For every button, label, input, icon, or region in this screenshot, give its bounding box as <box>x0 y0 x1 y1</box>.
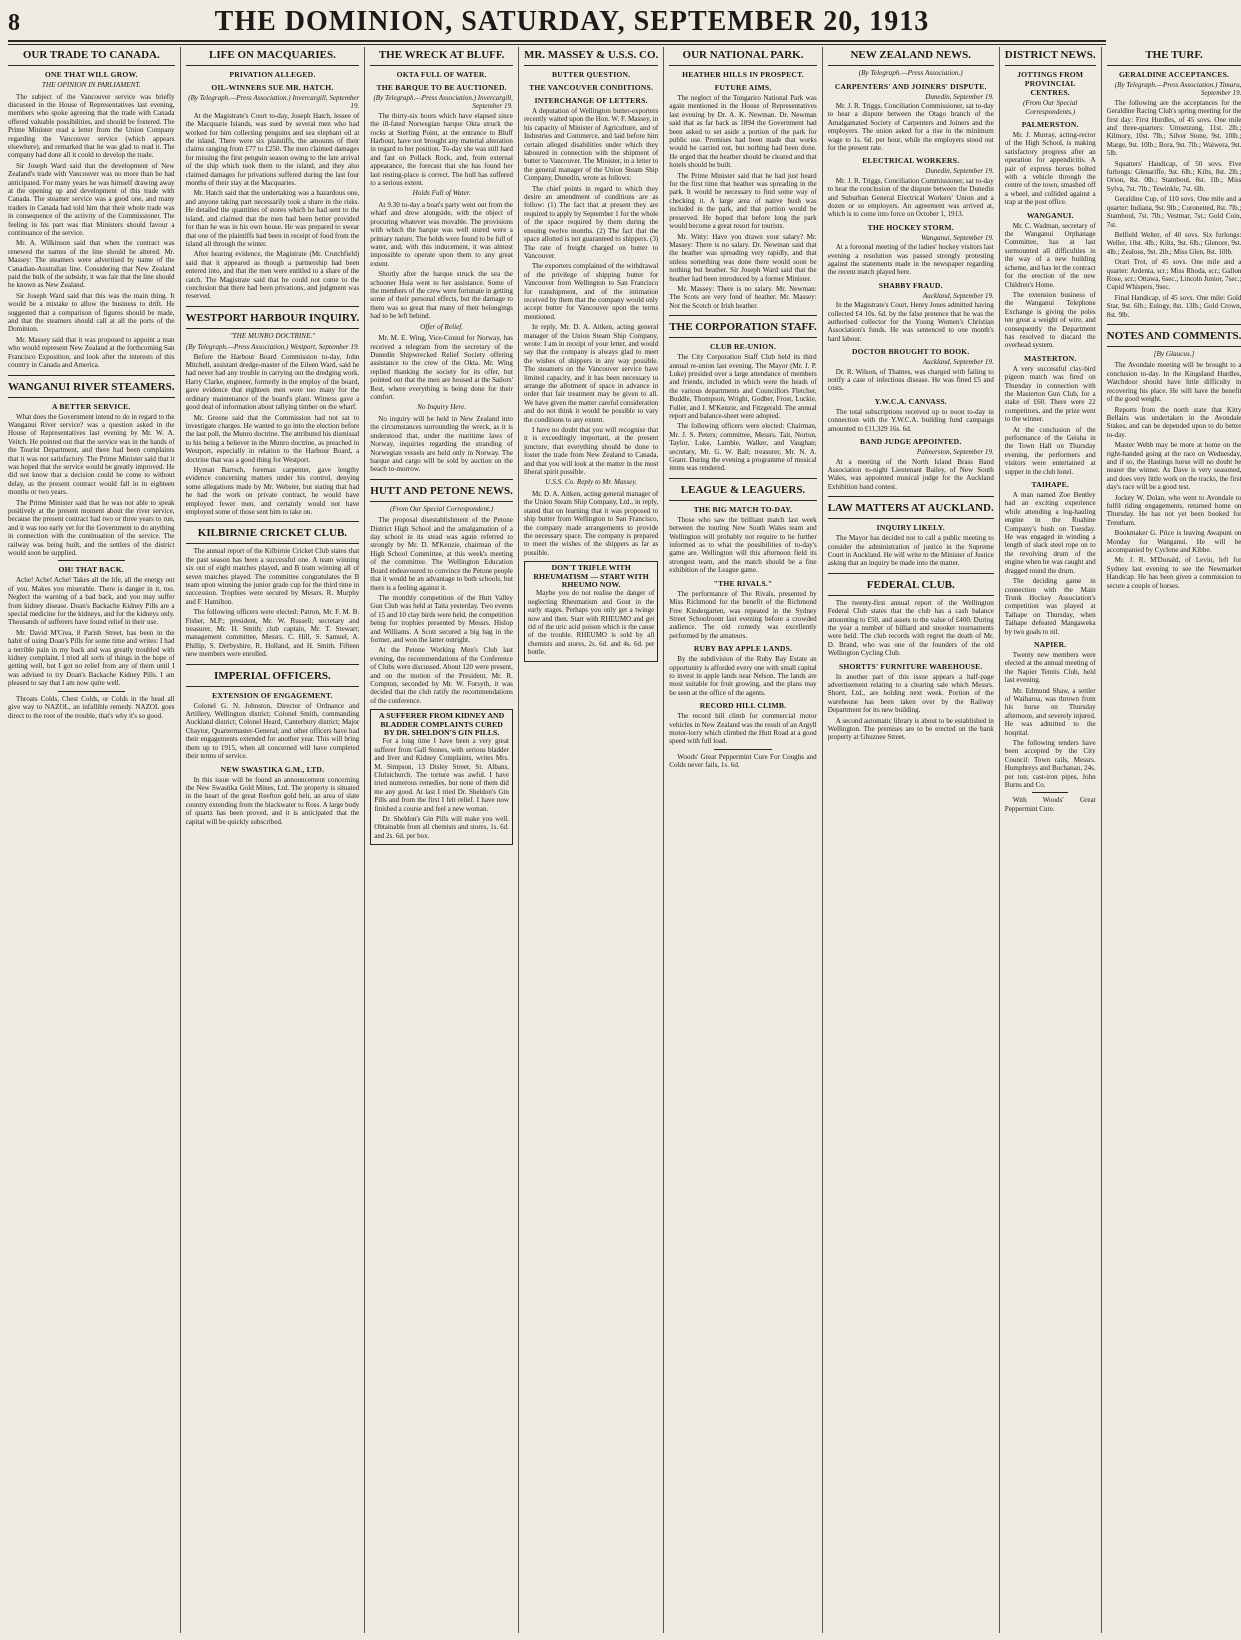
article-paragraph: Mr. D. A. Aitken, acting general manager of the Union Steam Ship Company, Ltd., in reply, stated that on learning that it was proposed to ship butter from Wellington to San Francisco, the company made arrangements to provide the necessary space. The company is prepared to meet the wishes of the shippers as far as possible. <box>523 489 659 557</box>
article-subheading: EXTENSION OF ENGAGEMENT. <box>212 690 333 700</box>
article-subheading: GERALDINE ACCEPTANCES. <box>1118 70 1230 79</box>
article-subheading: Holds Full of Water. <box>412 189 471 198</box>
masthead-rule <box>8 44 1106 45</box>
article-paragraph: The twenty-first annual report of the Wellington Federal Club states that the club has a cash balance amounting to £50, and assets to the value of £400. During the year a number of billiard and snooker tournaments were held. The club records with regret the death of Mr. D. Brand, who was one of the founders of the old Wellington Cycling Club. <box>827 598 994 658</box>
article-paragraph: At the Petone Working Men's Club last evening, the recommendations of the Conference of Clubs were discussed. About 120 were present, and on the motion of the President, Mr. R. Compton, seconded by Mr. W. Forsyth, it was decided that the club ratify the recommendations of the conference. <box>370 646 513 705</box>
article-paragraph: The following tenders have been accepted by the City Council: Town rails, Messrs. Humphreys and Buchanan, 24s. per ton; cast-iron pipes, John Burns and Co. <box>1004 739 1096 790</box>
article-paragraph: Mr. J. R. Triggs, Conciliation Commissioner, sat to-day to hear a dispute between the Otago branch of the Amalgamated Society of Carpenters and Joiners and the employers. The union asked for a rise in the minimum wage to 1s. 6d. per hour, while the employers stood out for the present rate. <box>827 101 994 152</box>
article-paragraph: At the Magistrate's Court to-day, Joseph Hatch, lessee of the Macquarie Islands, was sued by several men who had worked for him collecting penguins and sea elephant oil at the island. There were six plaintiffs, the amounts of their claims ranging from £77 to £250. The men claimed damages for missing the first penguin season owing to the late arrival of the ship which took them to the island, and they also claimed damages for privations suffered during the last four months of their stay at the Macquaries. <box>185 111 360 188</box>
article-subheading: CLUB RE-UNION. <box>709 342 777 352</box>
article-paragraph: At a foreonal meeting of the ladies' hockey visitors last evening a resolution was passed strongly protesting against the statements made in the newspaper regarding the recent match played here. <box>827 243 994 277</box>
dateline: Palmerston, September 19. <box>916 448 994 457</box>
article-subheading: THE BARQUE TO BE AUCTIONED. <box>376 83 507 92</box>
article-paragraph: The extension business of the Wanganui Telephone Exchange is giving the poles ten great a weight of wire, and consequently the Department has resolved to discard the overhead system. <box>1004 290 1096 350</box>
dateline: (By Telegraph.—Press Association.) Invercargill, September 19. <box>373 94 513 111</box>
article-paragraph: Mr. C. Wadman, secretary of the Wanganui Orphanage Committee, has at last surmounted all difficulties in the way of a new building scheme, and has let the contract for the erection of the new Children's Home. <box>1004 221 1096 289</box>
advert-heading: OH! THAT BACK. <box>58 565 125 575</box>
article-paragraph: After hearing evidence, the Magistrate (Mr. Crutchfield) said that it appeared as though a partnership had been entered into, and that the men were entitled to a share of the catch. The Magistrate said that he could not come to the conclusion that there had been privations, and judgment was reserved. <box>185 250 360 301</box>
article-divider <box>1032 792 1068 793</box>
article-paragraph: Mr. Greene said that the Commission had not sat to investigate charges. He wanted to go into the election before the last poll, the Munro doctrine. The attributed his dismissal to his being a believer in the Munro doctrine, as preached in Westport, especially in relation to the Harbour Board, a doctrine that was a good thing for Westport. <box>185 413 360 464</box>
article-paragraph: At 9.30 to-day a boat's party went out from the wharf and drew alongside, with the object of procuring whatever was movable. The provisions with which the barque was well stored were a primary nature. The holds were found to be full of water, and, with this inducement, it was almost impossible to operate upon them to any great extent. <box>370 200 513 268</box>
page-number: 8 <box>8 10 20 36</box>
article-headline: THE TURF. <box>1107 47 1241 66</box>
article-divider <box>669 478 816 479</box>
column-4 <box>518 47 663 1633</box>
article-paragraph: Squatters' Handicap, of 50 sovs. Five furlongs: Glenariffe, 9st. 6lb.; Kilts, 8st. 2lb.; Orion, 8st. 0lb.; Stamboul, 8st. 1lb.; Miss Sylva, 7st. 7lb.; Tewinkle, 7st. 6lb. <box>1106 159 1241 193</box>
article-paragraph: The Prime Minister said that he was not able to speak positively at the present moment about the river service, because the present contract had two or three years to run, and it was too early yet for the Government to do anything in connection with the continuation of the service. The railway was being built, and the settlers of the district would soon be supplied. <box>8 498 175 557</box>
article-paragraph: Hyman Barrsch, foreman carpenter, gave lengthy evidence concerning matters under his control, denying some allegations made by Mr. Webster, but stating that had he had the work on private contract, he would have employed fewer men, and certainly would not have employed some of those sent him to take on. <box>185 465 360 516</box>
column-8 <box>1101 47 1241 1633</box>
columns <box>8 47 1241 1633</box>
article-subheading: JOTTINGS FROM PROVINCIAL CENTRES. <box>1017 70 1084 97</box>
article-headline: NOTES AND COMMENTS. <box>1107 328 1241 347</box>
article-paragraph: In reply, Mr. D. A. Aitken, acting general manager of the Union Steam Ship Company, wrote: I am in receipt of your letter, and would say that the company is always glad to meet the wishes of shippers in any way possible. The steamers on the Vancouver service have limited capacity, and it has been necessary to arrange the allotment of space in advance in order that fair treatment may be given to all. We have given the matter careful consideration and do not think it would be possible to vary the conditions to any extent. <box>523 323 659 424</box>
advert-heading: A SUFFERER FROM KIDNEY AND BLADDER COMPLAINTS CURED BY DR. SHELDON'S GIN PILLS. <box>378 711 505 737</box>
dateline: Auckland, September 19. <box>922 358 994 367</box>
article-paragraph: Those who saw the brilliant match last week between the touring New South Wales team and Wellington will probably not require to be further informed as to what the possibilities of to-day's game are. Wellington will this afternoon field its strongest team, and the match should be a fine exhibition of the League game. <box>669 515 817 575</box>
article-divider <box>714 749 773 750</box>
article-subheading: PALMERSTON. <box>1021 120 1079 129</box>
column-7 <box>999 47 1101 1633</box>
article-headline: THE CORPORATION STAFF. <box>669 319 816 338</box>
article-subheading: NAPIER. <box>1034 639 1067 649</box>
article-paragraph: Mr. A. Wilkinson said that when the contract was renewed the names of the line should be altered. Mr. Massey: The steamers were advertised by name of the Canadian-Australian line. Considering that New Zealand paid the bulk of the subsidy, it was fair that the line should be known as New Zealand. <box>8 239 175 290</box>
article-paragraph: Before the Harbour Board Commission to-day, John Mitchell, assistant dredge-master of the Eileen Ward, said he had never had any trouble in carrying out the dredging work. Harry Clarke, engineer, formerly in the employ of the board, gave evidence that eighteen men were too many for the ordinary maintenance of the board's plant. Witness gave a good deal of information about tallying timber on the wharf. <box>185 352 360 412</box>
article-paragraph: The record hill climb for commercial motor vehicles in New Zealand was the result of an Argyll motor-lorry which climbed the Hutt Road at a good speed with full load. <box>669 712 817 746</box>
article-paragraph: Mr. M. E. Wing, Vice-Consul for Norway, has received a telegram from the secretary of the Dunedin Shipwrecked Relief Society offering assistance to the crew of the Okta. Mr. Wing replied thanking the society for its offer, but pointed out that the men are housed at the Sailors' Rest, where everything is being done for their comfort. <box>370 334 513 401</box>
article-headline: FEDERAL CLUB. <box>828 577 994 596</box>
article-divider <box>186 664 360 665</box>
article-subheading: FUTURE AIMS. <box>714 83 772 92</box>
article-subheading: NEW SWASTIKA G.M., LTD. <box>220 764 325 774</box>
article-paragraph: In this issue will be found an announcement concerning the New Swastika Gold Mines, Ltd. The property is situated in the heart of the great Reefton gold belt, an area of slate country extending from the blackwater to Ross. A large body of quartz has been proved, and it is anticipated that the capital will be quickly subscribed. <box>185 775 360 826</box>
article-subheading: THE HOCKEY STORM. <box>867 222 954 232</box>
article-paragraph: The thirty-six hours which have elapsed since the ill-fated Norwegian barque Okta struck the rocks at Sterling Point, at the entrance to Bluff Harbour, have not brought any material alteration in regard to her position. To-day she was still hard and fast on Pollack Rock, and, from external appearance, the forecast that she has found her last resting-place is correct. The hull has suffered to a serious extent. <box>370 111 513 188</box>
article-paragraph: At the conclusion of the performance of the Geisha in the Town Hall on Thursday evening, the performers and visitors were entertained at supper in the club hotel. <box>1004 425 1096 476</box>
article-divider <box>186 306 360 307</box>
article-paragraph: At a meeting of the North Island Brass Band Association to-night Lieutenant Bailey, of New South Wales, was appointed musical judge for the Auckland Exhibition band contest. <box>827 457 994 491</box>
article-headline: HUTT AND PETONE NEWS. <box>370 483 513 502</box>
article-subheading: THE VANCOUVER CONDITIONS. <box>529 83 654 92</box>
advertisement <box>524 561 658 661</box>
article-subheading: BUTTER QUESTION. <box>551 70 631 79</box>
article-paragraph: Belfield Welter, of 40 sovs. Six furlongs: Weller, 10st. 4lb.; Kilts, 9st. 6lb.; Glenore, 9st. 4lb.; Zealous, 9st. 2lb.; Miss Glen, 8st. 10lb. <box>1106 230 1241 256</box>
article-paragraph: The neglect of the Tongariro National Park was again mentioned in the House of Representatives last evening by Dr. A. K. Newman. Dr. Newman said that as far back as 1894 the Government had been asked to set aside a portion of the park for public use. Promises had been made that works would be carried out, but nothing had been done. He urged that the heather should be cleared and that hotels should be built. <box>669 94 817 170</box>
article-paragraph: A man named Zoe Bentley had an exciting experience while attending a log-hauling engine in the Ruahine Company's bush on Tuesday. He was engaged in winding a length of slack steel rope on to the revolving drum of the engine when he was caught and dragged round the drum. <box>1004 491 1096 575</box>
article-subheading: ELECTRICAL WORKERS. <box>862 156 960 166</box>
article-paragraph: The exporters complained of the withdrawal of the privilege of shipping butter for Vancouver from Wellington to San Francisco for transhipment, and of the intimation received by them that the company would only accept butter for Vancouver upon the terms mentioned. <box>523 262 659 321</box>
article-paragraph: Mr. Massey: There is no salary. Mr. Newman: The Scots are very fond of heather. Mr. Massey: Not the Scotch or Irish heather. <box>669 284 817 310</box>
article-headline: THE WRECK AT BLUFF. <box>370 47 513 66</box>
article-paragraph: The deciding game in connection with the Main Trunk Hockey Association's competition was played at Taihape on Thursday, when Taihape defeated Mangaweka by two goals to nil. <box>1004 577 1096 636</box>
article-divider <box>58 691 125 692</box>
dateline: (By Telegraph.—Press Association.) Westport, September 19. <box>185 343 360 352</box>
article-subheading: THE OPINION IN PARLIAMENT. <box>41 81 141 89</box>
article-subheading: SHABBY FRAUD. <box>878 280 943 290</box>
article-divider <box>669 315 816 316</box>
article-headline: OUR NATIONAL PARK. <box>669 47 816 66</box>
article-paragraph: Mr. Witty: Have you drawn your salary? Mr. Massey: There is no salary. Dr. Newman said that the heather was spreading very rapidly, and that unless something was done there would soon be nothing but heather. Sir Joseph Ward said that the heather had been introduced by a former Minister. <box>669 232 817 283</box>
article-paragraph: Shortly after the barque struck the sea the schooner Huia went to her assistance. Some of the members of the crew were fortunate in getting some of their personal effects, but the damage to them was so great that many of their belongings had to be left behind. <box>370 270 513 321</box>
article-subheading: PRIVATION ALLEGED. <box>229 70 316 79</box>
article-paragraph: The proposal disestablishment of the Petone District High School and the amalgamation of a day school in its stead was again referred to strongly by Mr. D. M'Kenzie, chairman of the High School Committee, at this week's meeting of the committee. The Wellington Education Board endeavoured to convince the Petone people that it would be an advantage to both schools, but there is a feeling against it. <box>370 516 513 592</box>
advert-paragraph: Throats Colds, Chest Colds, or Colds in the head all give way to NAZOL, an infallible remedy. NAZOL goes direct to the root of the trouble, that's why it's so good. <box>8 694 175 720</box>
article-subheading: THE BIG MATCH TO-DAY. <box>693 504 793 514</box>
advert-heading: DON'T TRIFLE WITH RHEUMATISM — START WITH RHEUMO NOW. <box>533 563 649 590</box>
article-divider <box>58 560 125 561</box>
masthead <box>8 6 1106 42</box>
article-paragraph: Mr. J. R. M'Donald, of Levin, left for Sydney last evening to see the Newmarket Handicap. He has been given a commission to secure a couple of horses. <box>1106 556 1241 590</box>
article-paragraph: Mr. Massey said that it was proposed to appoint a man who would represent New Zealand at the forthcoming San Francisco Exposition, and look after the interests of this country in Canada and America. <box>8 335 175 370</box>
article-paragraph: The annual report of the Kilbirnie Cricket Club states that the past season has been a successful one. A team winning six out of eight matches played, and B team winning all of seven matches played. The committee congratulates the B team upon winning the junior grade cup for the third time in succession. Trophies were secured by Messrs. R. Murphy and F. Hamilton. <box>185 547 360 606</box>
article-paragraph: Mr. J. R. Triggs, Conciliation Commissioner, sat to-day to hear the conclusion of the dispute between the Dunedin and Suburban General Electrical Workers' Union and a dozen or so employers. An agreement was arrived at, which is to come into force on October 1, 1913. <box>827 176 994 219</box>
article-paragraph: Jockey W. Dolan, who went to Avondale to fulfil riding engagements, returned home on Thursday. He has not yet been booked for Trentham. <box>1106 493 1241 527</box>
article-subheading: WANGANUI. <box>1026 210 1074 220</box>
column-3 <box>364 47 518 1633</box>
article-paragraph: In another part of this issue appears a half-page advertisement relating to a clearing sale which Messrs. Shortt, Ltd., are holding next week. Portion of the warehouse has been taken over by the Railway Department for its new building. <box>827 672 994 715</box>
column-1 <box>8 47 180 1633</box>
article-subheading: RECORD HILL CLIMB. <box>699 701 787 711</box>
article-paragraph: In the Magistrate's Court, Henry Jones admitted having collected £4 10s. 6d. by the false pretence that he was the authorised collector for the Young Women's Christian Association's funds. He was sentenced to one month's hard labour. <box>827 301 994 343</box>
advert-paragraph: Ache! Ache! Ache! Takes all the life, all the energy out of you. Makes you miserable. There is danger in it, too. Neglect the warning of a bad back, and you may suffer from kidney disease. Doan's Backache Kidney Pills are a special medicine for the kidneys, and for the kidneys only. Thousands of sufferers have found relief in their use. <box>8 576 175 627</box>
article-subheading: No Inquiry Here. <box>417 403 467 412</box>
article-subheading: TAIHAPE. <box>1031 480 1069 490</box>
article-subheading: U.S.S. Co. Reply to Mr. Massey. <box>545 478 637 487</box>
article-headline: NEW ZEALAND NEWS. <box>828 47 994 66</box>
article-divider <box>828 573 994 574</box>
dateline: Dunedin, September 19. <box>925 167 994 176</box>
article-paragraph: Sir Joseph Ward said that this was the main thing. It would be a mistake to allow the business to drift. He suggested that a comparison of figures should be made, and that the steamers should call at all the ports of the Dominion. <box>8 291 175 334</box>
article-paragraph: A deputation of Wellington butter-exporters recently waited upon the Hon. W. F. Massey, in his capacity of Minister of Agriculture, and of Industries and Commerce, and laid before him certain alleged disabilities under which they laboured in connection with the shipment of butter to Vancouver. The Minister, in a letter to the general manager of the Union Steam Ship Company, Dunedin, wrote as follows: <box>523 107 659 183</box>
article-subheading: "THE MUNRO DOCTRINE." <box>229 331 316 340</box>
article-subheading: SHORTTS' FURNITURE WAREHOUSE. <box>838 661 983 671</box>
advert-line: Woods' Great Peppermint Cure For Coughs and Colds never fails, 1s. 6d. <box>669 752 817 770</box>
article-paragraph: The City Corporation Staff Club held its third annual re-union last evening. The Mayor (Mr. J. P. Luke) presided over a large attendance of members and friends, included in which were the heads of the various departments and Councillors Fletcher, Buddle, Thompson, Wright, Godber, Frost, Luckie, Fuller, and J. M'Kenzie, and Fitzgerald. The annual report and balance-sheet were adopted. <box>669 353 817 420</box>
article-headline: LAW MATTERS AT AUCKLAND. <box>828 500 994 519</box>
advert-paragraph: Mr. David M'Crea, 8 Parish Street, has been in the habit of using Doan's Pills for some time and writes: I had a terrible pain in my back and was greatly troubled with kidney complaint. I tried all sorts of things in the hope of getting well, but I got no relief from any of them until I was advised to try Doan's Backache Kidney Pills. I am pleased to say that I am now quite well. <box>8 628 175 688</box>
article-headline: WANGANUI RIVER STEAMERS. <box>8 379 175 398</box>
article-paragraph: Bookmaker G. Price is leaving Awapuni on Monday for Wanganui. He will be accompanied by Cyclone and Kibbe. <box>1106 529 1241 554</box>
article-divider <box>1107 324 1241 325</box>
advertisement <box>370 709 513 845</box>
article-paragraph: The following are the acceptances for the Geraldine Racing Club's spring meeting for the first day: First Hurdles, of 45 sovs. One mile and three-quarters: Umsetzung, 11st. 2lb.; Kilmory, 10st. 7lb.; Silver Stone, 9st. 10lb.; Marge, 9st. 10lb.; Bora, 9st. 7lb.; Waiwera, 9st. 5lb. <box>1106 98 1241 158</box>
dateline: Dunedin, September 19. <box>925 92 994 101</box>
article-paragraph: The Prime Minister said that he had just heard for the first time that heather was spreading in the park. It would be necessary to find some way of checking it. A large area of native bush was included in the park, and that portion would be preserved. He hoped that before long the park would become a great resort for tourists. <box>669 171 817 231</box>
article-subheading: (From Our Special Correspondent.) <box>389 504 494 513</box>
article-paragraph: Reports from the north state that Kitty Bellairs was undertaken in the Avondale Stakes, and can be depended upon to do better to-day. <box>1106 405 1241 439</box>
article-paragraph: A second automatic library is about to be established in Wellington. The premises are to be erected on the bank property at Ghuznee Street. <box>827 716 994 742</box>
article-subheading: MASTERTON. <box>1023 353 1077 363</box>
article-divider <box>370 479 513 480</box>
article-headline: KILBIRNIE CRICKET CLUB. <box>186 525 360 544</box>
advert-paragraph: Maybe you do not realise the danger of neglecting Rheumatism and Gout in the early stages. Perhaps you only get a twinge now and then. Start with RHEUMO and get rid of the uric acid poison which is the cause of the trouble. RHEUMO is sold by all chemists and stores, 2s. 6d. and 4s. 6d. per bottle. <box>527 589 655 657</box>
dateline: Wanganui, September 19. <box>921 233 994 242</box>
article-paragraph: The subject of the Vancouver service was briefly discussed in the House of Representatives last evening, members who spoke agreeing that the trade with Canada offered valuable possibilities, and should be fostered. The Prime Minister read a letter from the Union Company regarding the Vancouver service (which appears elsewhere), and remarked that he was glad to read it. The company had done all it could to develop the trade. <box>8 92 175 160</box>
article-paragraph: The Mayor has decided not to call a public meeting to consider the administration of justice in the Supreme Court in Auckland. He will write to the Minister of Justice asking that an inquiry be made into the matter. <box>827 534 994 568</box>
article-paragraph: Colonel G. N. Johnston, Director of Ordnance and Artillery, Wellington district; Colonel Smith, commanding Auckland district; Colonel Heard, Canterbury district; Major Chaytor, Quartermaster-General; and other officers have had their engagements extended for another year. This will bring them up to 1915, when all concerned will have completed their terms of service. <box>185 701 360 761</box>
article-paragraph: Mr. J. Murray, acting-rector of the High School, is making satisfactory progress after an operation for appendicitis. A pair of express horses bolted with a vehicle through the centre of the town, smashed off a wheel, and collided against a trap at the post office. <box>1004 131 1096 207</box>
article-subheading: A BETTER SERVICE. <box>52 401 131 411</box>
article-paragraph: Mr. Hatch said that the undertaking was a hazardous one, and anyone taking part necessarily took a share in the risks. He detailed the quantities of stores which he had sent to the island, and claimed that the men had been better provided for than he was in his own house. He was prepared to swear that one of the plaintiffs had been in receipt of food from the island all through the winter. <box>185 189 360 248</box>
advert-paragraph: For a long time I have been a very great sufferer from Gall Stones, with serious bladder and liver and Kidney Complaints, writes Mrs. M. Simpson, 13 Disley Street, St. Albans, Christchurch. The torture was awful. I have tried numerous remedies, but none of them did me any good. At last I tried Dr. Sheldon's Gin Pills and from the first I felt relief. I have now finished a course and feel a new woman. <box>374 737 509 813</box>
article-headline: DISTRICT NEWS. <box>1005 47 1096 66</box>
article-paragraph: Master Webb may be more at home on the right-handed going at the race on Wednesday, and if so, the Hastings horse will no doubt be nearer the winner. As Dave is very seasoned, and does very little work on the tracks, the first day's race will be a good test. <box>1106 441 1241 492</box>
article-subheading: ONE THAT WILL GROW. <box>44 70 138 79</box>
column-5 <box>663 47 821 1633</box>
article-headline: OUR TRADE TO CANADA. <box>8 47 175 66</box>
article-paragraph: The following officers were elected: Patron, Mr. F. M. B. Fisher, M.P.; president, Mr. W. Russell; secretary and treasurer, Mr. H. Smith; club captain, Mr. T. Stewart; management committee, Messrs. C. Hill, S. Samuel, A. Phillip, S. Derbyshire, R. Holland, and H. Smith. Fifteen new members were enrolled. <box>185 608 360 659</box>
article-subheading: HEATHER HILLS IN PROSPECT. <box>682 70 804 79</box>
article-paragraph: Dr. R. Wilson, of Thames, was charged with failing to notify a case of infectious disease. He was fined £5 and costs. <box>827 367 994 393</box>
article-paragraph: Geraldine Cup, of 110 sovs. One mile and a quarter: Indiana, 9st. 9lb.; Coronetted, 8st. 7lb.; Stamboul, 7st. 7lb.; Vestmar, 7st.; Gold Coin, 7st. <box>1106 195 1241 229</box>
article-subheading: RUBY BAY APPLE LANDS. <box>693 644 793 654</box>
column-6 <box>822 47 999 1633</box>
article-divider <box>828 496 994 497</box>
article-headline: LIFE ON MACQUARIES. <box>186 47 360 66</box>
article-subheading: INTERCHANGE OF LETTERS. <box>534 96 648 105</box>
article-paragraph: No inquiry will be held in New Zealand into the circumstances surrounding the wreck, as it is understood that, under the maritime laws of Norway, inquiries regarding the stranding of Norwegian vessels are held only in Norway. The barque and cargo will be sold by auction on the beach to-morrow. <box>370 414 513 474</box>
article-subheading: "THE RIVALS." <box>713 578 773 588</box>
article-subheading: DOCTOR BROUGHT TO BOOK. <box>851 347 970 357</box>
article-paragraph: The monthly competition of the Hutt Valley Gun Club was held at Taita yesterday. Two events of 15 and 10 clay birds were held, the competition being for trophies presented by Messrs. Hislop and Williams. A Scott secured a big bag in the former, and won the latter outright. <box>370 593 513 644</box>
article-headline: MR. MASSEY & U.S.S. CO. <box>524 47 658 66</box>
advert-paragraph: Dr. Sheldon's Gin Pills will make you well. Obtainable from all chemists and stores, 1s. 6d. and 2s. 6d. per box. <box>374 815 509 840</box>
article-paragraph: Mr. Edmund Shaw, a settler of Waiharoa, was thrown from his horse on Thursday afternoon, and severely injured. He was admitted to the hospital. <box>1004 686 1096 737</box>
article-paragraph: The chief points in regard to which they desire an amendment of conditions are as follow: (1) The fact that at present they are required to apply by September 1 for the whole of the space required by them during the ensuing twelve months. (2) The fact that the space allotted is not guaranteed to shippers. (3) The rate of freight charged on butter to Vancouver. <box>523 184 659 260</box>
article-subheading: OKTA FULL OF WATER. <box>396 70 487 79</box>
article-subheading: (From Our Special Correspondents.) <box>1022 99 1078 116</box>
dateline: (By Telegraph.—Press Association.) Timaru, September 19. <box>1114 81 1241 98</box>
article-headline: IMPERIAL OFFICERS. <box>186 668 360 687</box>
article-paragraph: Final Handicap, of 45 sovs. One mile: Gold Star, 9st. 6lb.; Eulogy, 8st. 13lb.; Gold Crown, 8st. 9lb. <box>1106 293 1241 319</box>
article-subheading: CARPENTERS' AND JOINERS' DISPUTE. <box>834 81 987 91</box>
newspaper-title: THE DOMINION, SATURDAY, SEPTEMBER 20, 1913 <box>214 6 930 37</box>
article-divider <box>186 521 360 522</box>
advert-line: With Woods' Great Peppermint Cure. <box>1004 796 1096 813</box>
article-paragraph: A very successful clay-bird pigeon match was fired on Thursday in connection with the Masterton Gun Club, for a stake of £60. There were 22 competitors, and the prize went to the winner. <box>1004 364 1096 424</box>
article-paragraph: The following officers were elected: Chairman, Mr. J. S. Peters; committee, Messrs. Tait, Norton, Taylor, Luke, Lambie, Walker, and Vaughan; secretary, Mr. G. W. Ball; treasurer, Mr. N. A. Grant. During the evening a programme of musical items was rendered. <box>669 422 817 473</box>
article-headline: LEAGUE & LEAGUERS. <box>669 482 816 501</box>
dateline: (By Telegraph.—Press Association.) Invercargill, September 19. <box>188 94 360 111</box>
article-paragraph: I have no doubt that you will recognise that it is exceedingly important, at the present juncture, that everything should be done to foster the trade from New Zealand to Canada, and that you will look at the matter in the most liberal spirit possible. <box>523 426 659 477</box>
article-paragraph: Twenty new members were elected at the annual meeting of the Napier Tennis Club, held last evening. <box>1004 650 1096 685</box>
article-paragraph: By the subdivision of the Ruby Bay Estate an opportunity is afforded every one with small capital to invest in apple lands near Nelson. The lands are most suitable for fruit growing, and the plans may be seen at the office of the agents. <box>669 655 817 697</box>
article-headline: WESTPORT HARBOUR INQUIRY. <box>186 310 360 329</box>
article-paragraph: What does the Government intend to do in regard to the Wanganui River service? was a question asked in the House of Representatives last evening by Mr. W. A. Veitch. He pointed out that the service was in the hands of the Tourist Department, and there had been complaints that it was not satisfactory. The Prime Minister said that it was hoped that the service would be greatly improved. He did not know that a decision could be come to without delay, as the present contract would fall in in eighteen months or two years. <box>8 412 175 497</box>
article-paragraph: The total subscriptions received up to noon to-day in connection with the Y.W.C.A. building fund campaign amounted to £11,329 16s. 6d. <box>827 407 994 433</box>
article-byline: [By Glaucus.] <box>1153 349 1195 358</box>
article-paragraph: Sir Joseph Ward said that the development of New Zealand's trade with Vancouver was no more than he had anticipated. For many years he was himself drawing away at the opening up and development of this trade with Canada. The steamer service was a good one, and many traders in Canada had told him that their whole trade was in consequence of the activity of the Commissioner. The feeling in his part was that Ministers should favour a continuance of the service. <box>8 161 175 237</box>
article-subheading: BAND JUDGE APPOINTED. <box>860 437 962 447</box>
column-2 <box>180 47 365 1633</box>
article-divider <box>8 375 175 376</box>
article-paragraph: The performance of The Rivals, presented by Miss Richmond for the benefit of the Richmond Free Kindergarten, was repeated in the Sydney Street Schoolroom last evening before a crowded audience. The old comedy was excellently performed by the amateurs. <box>669 589 817 640</box>
article-subheading: OIL-WINNERS SUE MR. HATCH. <box>211 83 334 92</box>
article-subheading: INQUIRY LIKELY. <box>876 523 945 533</box>
article-paragraph: Orari Trot, of 45 sovs. One mile and a quarter: Ardenta, scr.; Miss Rhoda, scr.; Gallon Rose, scr.; Ottawa, 6sec.; Lincoln Junior, 7sec.; Cupid Whispers, 9sec. <box>1106 258 1241 292</box>
article-subheading: (By Telegraph.—Press Association.) <box>858 69 963 77</box>
dateline: Auckland, September 19. <box>922 291 994 300</box>
article-subheading: Offer of Relief. <box>420 322 464 331</box>
article-subheading: Y.W.C.A. CANVASS. <box>874 396 947 406</box>
article-paragraph: The Avondale meeting will be brought to a conclusion to-day. In the Kingsland Hurdles, Watchdoor should have little difficulty in recovering his place. He will have the benefit of the good weight. <box>1106 361 1241 404</box>
